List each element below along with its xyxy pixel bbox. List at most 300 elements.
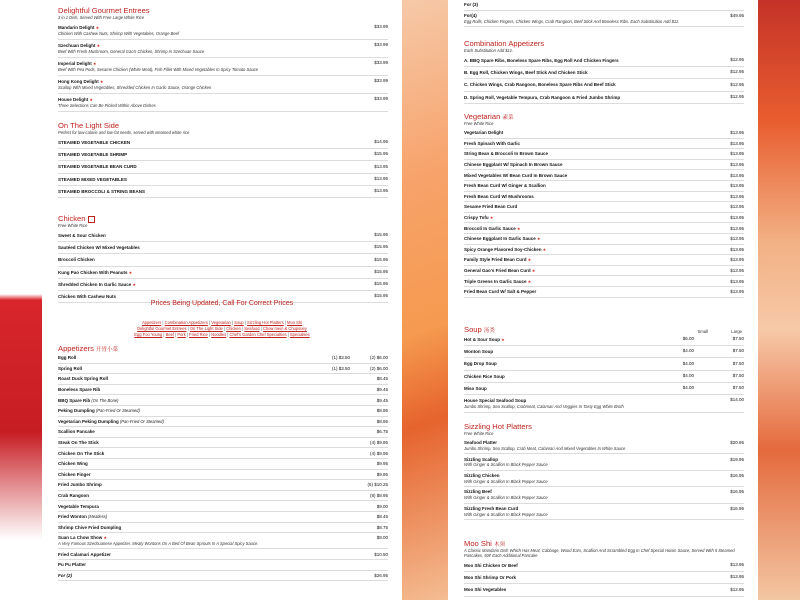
chili-pepper-icon: ★ (102, 535, 107, 541)
chili-pepper-icon: ★ (127, 269, 133, 275)
item-name: Pu Pu Platter (58, 562, 87, 568)
section-title-text: Vegetarian (464, 112, 501, 121)
item-name: For (2) (58, 572, 72, 578)
nav-separator: | (207, 320, 212, 325)
item-price: $15.95 (374, 268, 388, 274)
item-name: C. Chicken Wings, Crab Rangoon, Boneless Spare Ribs And Beef Stick (464, 82, 616, 88)
item-price: $49.95 (730, 12, 744, 18)
item-price-large: $7.50 (732, 348, 744, 354)
chili-pepper-icon: ★ (526, 257, 532, 263)
item-price: $8.95 (376, 418, 388, 424)
item-name: Fresh Bean Curd W/ Ginger & Scallion (464, 183, 546, 189)
item-extra: (Pan-Fried Or Steamed) (118, 418, 164, 424)
list-item (464, 11, 744, 27)
item-name: For(4) (464, 12, 477, 18)
chili-pepper-icon: ★ (131, 281, 136, 287)
item-name: Peking Dumpling (58, 408, 95, 414)
chili-pepper-icon: ★ (91, 61, 97, 67)
item-name: Hot & Sour Soup (464, 337, 500, 343)
item-price: $14.95 (374, 139, 388, 145)
item-price: $9.00 (376, 535, 388, 541)
list-item (58, 395, 388, 406)
nav-link-chow-mein-chopsuey[interactable]: Chow mein & Chopsuey (262, 326, 307, 331)
section-title-suffix: 木须 (493, 542, 505, 548)
item-price-small: $4.00 (682, 360, 694, 366)
section-title (58, 214, 388, 223)
item-description: Beef With Pea Pods, Sesame Chicken (White Meat), Fish Fillet With Mixed Vegetables In Spicy Tomato Sauce (58, 66, 259, 72)
item-price: $20.95 (730, 440, 744, 446)
item-price: $33.99 (374, 78, 388, 84)
background-middle (402, 0, 448, 600)
nav-separator: | (186, 326, 190, 331)
item-name: STEAMED VEGETABLE BEAN CURD (58, 164, 137, 170)
item-name: Chinese Eggplant W/ Spinach In Brown Sauce (464, 162, 563, 168)
item-name: Fried Bean Curd W/ Salt & Pepper (464, 289, 537, 295)
item-name: Wonton Soup (464, 349, 494, 355)
item-price-large: (2) $6.00 (369, 365, 388, 371)
section-title-text: Moo Shi (464, 539, 492, 548)
chili-pepper-icon: ★ (526, 278, 532, 284)
price-update-banner: Prices Being Updated, Call For Correct Prices (150, 300, 294, 307)
item-description: Beef With Fresh Mushroom, General Gao's Chicken, Shrimp In Szechuan Sauce (58, 48, 205, 54)
item-name: Spicy Orange Flavored Soy-Chicken (464, 246, 542, 252)
list-item (464, 192, 744, 203)
item-name: Egg Roll (58, 355, 77, 361)
item-price: (4) $9.95 (369, 440, 388, 446)
item-price: $15.95 (374, 256, 388, 262)
list-item (464, 334, 744, 346)
list-item (58, 267, 388, 279)
list-item (58, 571, 388, 582)
item-name: Mixed Vegetables W/ Bean Curd In Brown Sauce (464, 172, 568, 178)
list-item (58, 512, 388, 523)
chili-pepper-icon: ★ (98, 79, 104, 85)
list-item (464, 79, 744, 91)
item-name: Egg Drop Soup (464, 361, 497, 367)
item-name: Shredded Chicken In Garlic Sauce (58, 281, 132, 287)
item-price-small: $4.00 (682, 348, 694, 354)
item-price: $13.95 (730, 204, 744, 210)
list-item (58, 279, 388, 291)
item-price: $13.95 (730, 183, 744, 189)
chicken-icon (88, 216, 95, 223)
item-price: $9.45 (376, 387, 388, 393)
list-item (464, 572, 744, 584)
gourmet-list (58, 22, 388, 112)
list-item (58, 186, 388, 198)
item-name: Sizzling Beef (464, 489, 492, 495)
list-item (58, 560, 388, 571)
list-item (464, 560, 744, 572)
item-price: $13.95 (730, 278, 744, 284)
item-price: $16.95 (730, 505, 744, 511)
section-note: Free White Rice (464, 121, 494, 126)
item-name: Suan La Chow Show (58, 535, 103, 541)
item-price-small: (1) $3.50 (331, 365, 350, 371)
list-item (464, 487, 744, 503)
item-name: Chinese Eggplant In Garlic Sauce (464, 236, 536, 242)
item-price: $9.45 (376, 397, 388, 403)
soup-list (464, 334, 744, 413)
list-item (58, 58, 388, 76)
list-item (464, 213, 744, 224)
item-name: Seafood Platter (464, 440, 498, 446)
item-price: $13.95 (730, 140, 744, 146)
nav-link-noodles[interactable]: Noodles (211, 332, 227, 337)
item-price: $8.75 (376, 524, 388, 530)
item-price: $13.95 (730, 172, 744, 178)
list-item (58, 549, 388, 560)
nav-link-chicken[interactable]: Chicken (226, 326, 241, 331)
list-item (464, 0, 744, 11)
list-item (464, 346, 744, 358)
item-name: Crab Rangoon (58, 493, 89, 499)
item-price: $9.95 (376, 461, 388, 467)
item-name: Vegetarian Delight (464, 130, 504, 136)
item-price: $13.95 (374, 175, 388, 181)
list-item (58, 364, 388, 375)
item-description: Chicken With Cashew Nuts, Shrimp With Vegetables, Orange Beef (58, 30, 180, 36)
appetizers-list (58, 353, 388, 581)
list-item (58, 40, 388, 58)
item-name: Szechuan Delight (58, 43, 96, 49)
nav-link-chef-s-garden-chef-specialties[interactable]: Chef's Garden Chef Specialties (229, 332, 287, 337)
item-name: Fried Calamari Appetizer (58, 551, 111, 557)
item-description: Jumbo Shrimp, Sea Scallop, Crab Meat, Calamari And Mixed Vegetables In White Sauce (464, 446, 626, 452)
item-name: Moo Shi Vegetables (464, 587, 507, 593)
item-price: $13.95 (730, 236, 744, 242)
item-price: $15.95 (374, 293, 388, 299)
nav-link-pork[interactable]: Pork (177, 332, 186, 337)
list-item (58, 254, 388, 266)
section-title-text: Chicken (58, 214, 86, 223)
chili-pepper-icon: ★ (94, 25, 100, 31)
list-item (464, 584, 744, 596)
item-price: $8.45 (376, 514, 388, 520)
nav-line (42, 332, 402, 338)
chili-pepper-icon: ★ (95, 43, 101, 49)
list-item (58, 448, 388, 459)
item-description: Three Selections Can Be Picked Within Above Dishes (58, 102, 156, 108)
list-item (464, 139, 744, 150)
item-name: Moo Shi Shrimp Or Pork (464, 575, 517, 581)
list-item (58, 161, 388, 173)
list-item (464, 67, 744, 79)
nav-separator: | (207, 332, 212, 337)
chili-pepper-icon: ★ (488, 215, 494, 221)
item-description: With Ginger & Scallion In Black Pepper Sauce (464, 495, 548, 501)
item-name: Sautéed Chicken W/ Mixed Vegetables (58, 245, 140, 251)
section-title (464, 112, 744, 121)
list-item (464, 276, 744, 287)
list-item (464, 223, 744, 234)
list-item (58, 417, 388, 428)
background-left (0, 0, 42, 600)
item-name: Crispy Tofu (464, 215, 489, 221)
item-description: With Ginger & Scallion In Black Pepper Sauce (464, 478, 548, 484)
item-name: Hong Kong Delight (58, 79, 99, 85)
mooshi-list (464, 560, 744, 597)
item-price: $10.50 (374, 551, 388, 557)
item-name: D. Spring Roll, Vegetable Tempura, Crab Rangoon & Fried Jumbo Shrimp (464, 94, 621, 100)
list-item (58, 374, 388, 385)
item-price: $13.95 (730, 193, 744, 199)
item-description: Scallop With Mixed Vegetables, Shredded Chicken In Garlic Sauce, Orange Chicken (58, 84, 212, 90)
soup-col-large: Large (731, 329, 742, 334)
item-name: Sizzling Fresh Bean Curd (464, 505, 519, 511)
list-item (58, 242, 388, 254)
item-price: $6.75 (376, 429, 388, 435)
item-price: $15.95 (374, 232, 388, 238)
list-item (464, 266, 744, 277)
item-price: $13.95 (730, 151, 744, 157)
list-item (58, 459, 388, 470)
list-item (58, 406, 388, 417)
section-title-text: Appetizers (58, 344, 94, 353)
item-name: STEAMED BROCCOLI & STRING BEANS (58, 188, 146, 194)
section-title: On The Light Side (58, 121, 120, 130)
item-price-small: $4.00 (682, 385, 694, 391)
item-price: $9.95 (376, 471, 388, 477)
item-name: Chicken On The Stick (58, 450, 105, 456)
list-item (464, 383, 744, 395)
item-price: (8) $8.95 (369, 493, 388, 499)
section-note: 3 in 1 Dish, Served With Free Large White Rice (58, 15, 144, 20)
item-description: With Ginger & Scallion In Black Pepper Sauce (464, 462, 548, 468)
light-list (58, 137, 388, 198)
nav-link-on-the-light-side[interactable]: On The Light Side (189, 326, 223, 331)
nav-separator: | (240, 326, 245, 331)
nav-link-seafood[interactable]: Seafood (244, 326, 260, 331)
chili-pepper-icon: ★ (515, 225, 521, 231)
item-name: Chicken Finger (58, 471, 91, 477)
chili-pepper-icon: ★ (535, 236, 541, 242)
item-name: Roast Duck Spring Roll (58, 376, 109, 382)
list-item (58, 353, 388, 364)
item-price: $12.95 (730, 57, 744, 63)
nav-separator: | (174, 332, 178, 337)
list-item (464, 170, 744, 181)
list-item (464, 504, 744, 520)
item-price: $13.95 (730, 130, 744, 136)
item-price-large: $7.50 (732, 372, 744, 378)
item-price: $33.99 (374, 24, 388, 30)
category-nav (42, 320, 402, 338)
nav-separator: | (185, 332, 190, 337)
item-price: $26.95 (374, 572, 388, 578)
item-name: BBQ Spare Rib (58, 397, 91, 403)
item-name: STEAMED MIXED VEGETABLES (58, 176, 127, 182)
soup-col-small: Small (697, 329, 708, 334)
list-item (58, 385, 388, 396)
section-title: Combination Appetizers (464, 39, 545, 48)
item-price: $13.95 (374, 163, 388, 169)
nav-link-sizzling-hot-platters[interactable]: Sizzling Hot Platters (247, 320, 284, 325)
item-description: Egg Rolls, Chicken Fingers, Chicken Wings, Crab Rangoon, Beef Stick And Boneless Ribs. Each Substitution Add $1z. (464, 18, 680, 24)
section-note: Free White Rice (58, 223, 88, 228)
item-price: $13.95 (730, 215, 744, 221)
nav-link-delightful-gourmet-entrees[interactable]: Delightful Gourmet Entrees (137, 326, 187, 331)
item-price-large: $7.50 (732, 360, 744, 366)
item-name: Imperial Delight (58, 61, 92, 67)
item-price: $15.95 (374, 244, 388, 250)
item-price: $12.95 (730, 586, 744, 592)
item-name: Triple Greens In Garlic Sauce (464, 278, 527, 284)
item-name: Sizzling Scallop (464, 456, 499, 462)
nav-separator: | (226, 332, 230, 337)
list-item (464, 454, 744, 470)
list-item (58, 22, 388, 40)
item-name: Shrimp Chive Fried Dumpling (58, 524, 122, 530)
section-title-text: Soup (464, 325, 482, 334)
item-name: Family Style Fried Bean Curd (464, 257, 527, 263)
item-name: Mandarin Delight (58, 25, 95, 31)
item-price-large: $14.00 (730, 397, 744, 403)
item-name: Sweet & Sour Chicken (58, 233, 106, 239)
nav-link-fried-rice[interactable]: Fried Rice (189, 332, 208, 337)
item-price-small: $4.00 (682, 372, 694, 378)
nav-link-vegetarian[interactable]: Vegetarian (211, 320, 231, 325)
item-name: Fried Wonton (58, 514, 87, 520)
item-description: Jumbo Shrimp, Sea Scallop, Crabmeat, Calamari And Veggies In Tasty Egg White Broth (464, 403, 624, 409)
item-price: $8.95 (376, 408, 388, 414)
list-item (58, 480, 388, 491)
nav-link-combination-appetizers[interactable]: Combination Appetizers (164, 320, 208, 325)
item-name: Kung Pao Chicken With Peanuts (58, 269, 128, 275)
item-name: Fried Jumbo Shrimp (58, 482, 102, 488)
item-price-small: (1) $3.50 (331, 355, 350, 361)
nav-separator: | (259, 326, 263, 331)
item-name: House Delight (58, 97, 89, 103)
item-price: $12.95 (730, 69, 744, 75)
section-title-suffix: 开胃小菜 (96, 347, 119, 353)
item-price: $13.95 (730, 574, 744, 580)
item-name: Vegetable Tempura (58, 503, 99, 509)
nav-separator: | (161, 320, 165, 325)
item-name: Sesame Fried Bean Curd (464, 204, 518, 210)
chili-pepper-icon: ★ (541, 246, 547, 252)
list-item (464, 395, 744, 413)
item-name: Vegetarian Peking Dumpling (58, 418, 119, 424)
nav-link-egg-foo-young[interactable]: Egg Foo Young (134, 332, 163, 337)
item-name: House Special Seafood Soup (464, 398, 527, 404)
item-name: Broccoli In Garlic Sauce (464, 225, 516, 231)
section-title-suffix: 素菜 (502, 115, 514, 121)
item-price: $19.95 (730, 456, 744, 462)
nav-link-soup[interactable]: Soup (234, 320, 244, 325)
list-item (58, 137, 388, 149)
item-price-large: $7.50 (732, 336, 744, 342)
item-price-large: (2) $6.00 (369, 355, 388, 361)
item-name: Chicken With Cashew Nuts (58, 294, 116, 300)
item-price: $13.95 (730, 225, 744, 231)
item-price: $15.95 (374, 151, 388, 157)
item-price: $15.95 (374, 281, 388, 287)
chili-pepper-icon: ★ (530, 268, 536, 274)
item-name: STEAMED VEGETABLE SHRIMP (58, 152, 128, 158)
item-price: $12.95 (730, 81, 744, 87)
section-note: Perfect for low-calorie and low-fat needs, served with steamed white rice (58, 130, 190, 135)
list-item (464, 287, 744, 298)
list-item (58, 491, 388, 502)
nav-link-specialties[interactable]: Specialties (289, 332, 310, 337)
list-item (58, 533, 388, 549)
list-item (58, 230, 388, 242)
item-name: Steak On The Stick (58, 440, 99, 446)
chili-pepper-icon: ★ (88, 97, 93, 103)
item-name: Broccoli Chicken (58, 257, 95, 263)
section-title (58, 344, 388, 353)
list-item (58, 523, 388, 534)
section-title (464, 539, 744, 548)
sizzling-list (464, 438, 744, 520)
item-name: String Bean & Broccoli In Brown Sauce (464, 151, 549, 157)
nav-separator: | (222, 326, 227, 331)
list-item (464, 245, 744, 256)
item-price: $13.95 (730, 289, 744, 295)
item-price: (4) $9.95 (369, 450, 388, 456)
background-right (758, 0, 800, 600)
item-name: For (3) (464, 2, 478, 8)
menu-card-left (42, 0, 402, 600)
item-name: Spring Roll (58, 365, 82, 371)
item-name: Sizzling Chicken (464, 473, 500, 479)
item-price: $9.00 (376, 503, 388, 509)
list-item (464, 371, 744, 383)
list-item (58, 149, 388, 161)
list-item (464, 234, 744, 245)
item-price: $13.95 (730, 257, 744, 263)
list-item (58, 174, 388, 186)
item-name: A. BBQ Spare Ribs, Boneless Spare Ribs, Egg Roll And Chicken Fingers (464, 58, 619, 64)
list-item (464, 92, 744, 104)
item-price: $8.45 (376, 376, 388, 382)
item-price: $16.95 (730, 489, 744, 495)
combo-list (464, 55, 744, 104)
list-item (464, 438, 744, 454)
list-item (58, 76, 388, 94)
nav-separator: | (243, 320, 248, 325)
item-name: General Gao's Fried Bean Curd (464, 268, 531, 274)
nav-link-moo-shi[interactable]: Moo Shi (287, 320, 303, 325)
item-price: $13.95 (730, 246, 744, 252)
section-title-suffix: 汤类 (483, 328, 495, 334)
item-price: $12.95 (730, 93, 744, 99)
item-price: $16.95 (730, 473, 744, 479)
list-item (464, 358, 744, 370)
chicken-list (58, 230, 388, 303)
list-item (58, 438, 388, 449)
nav-separator: | (162, 332, 166, 337)
list-item (464, 160, 744, 171)
item-description: A Very Famous Szechuanese Appetizer. Meaty Wontons On A Bed Of Bean Sprouts In A Special Spicy Sauce. (58, 541, 259, 547)
list-item (58, 470, 388, 481)
item-price: $33.99 (374, 42, 388, 48)
list-item (464, 55, 744, 67)
nav-link-appetizers[interactable]: Appetizers (141, 320, 162, 325)
list-item (464, 202, 744, 213)
item-price: $13.95 (730, 162, 744, 168)
item-price: $33.99 (374, 96, 388, 102)
item-name: Chicken Rice Soup (464, 373, 505, 379)
list-item (464, 471, 744, 487)
item-name: Moo Shi Chicken Or Beef (464, 563, 518, 569)
list-item (58, 501, 388, 512)
nav-link-beef[interactable]: Beef (165, 332, 175, 337)
section-title: Delightful Gourmet Entrees (58, 6, 150, 15)
item-extra: (Pan-Fried Or Steamed) (94, 408, 140, 414)
item-name: B. Egg Roll, Chicken Wings, Beef Stick And Chicken Stick (464, 70, 588, 76)
